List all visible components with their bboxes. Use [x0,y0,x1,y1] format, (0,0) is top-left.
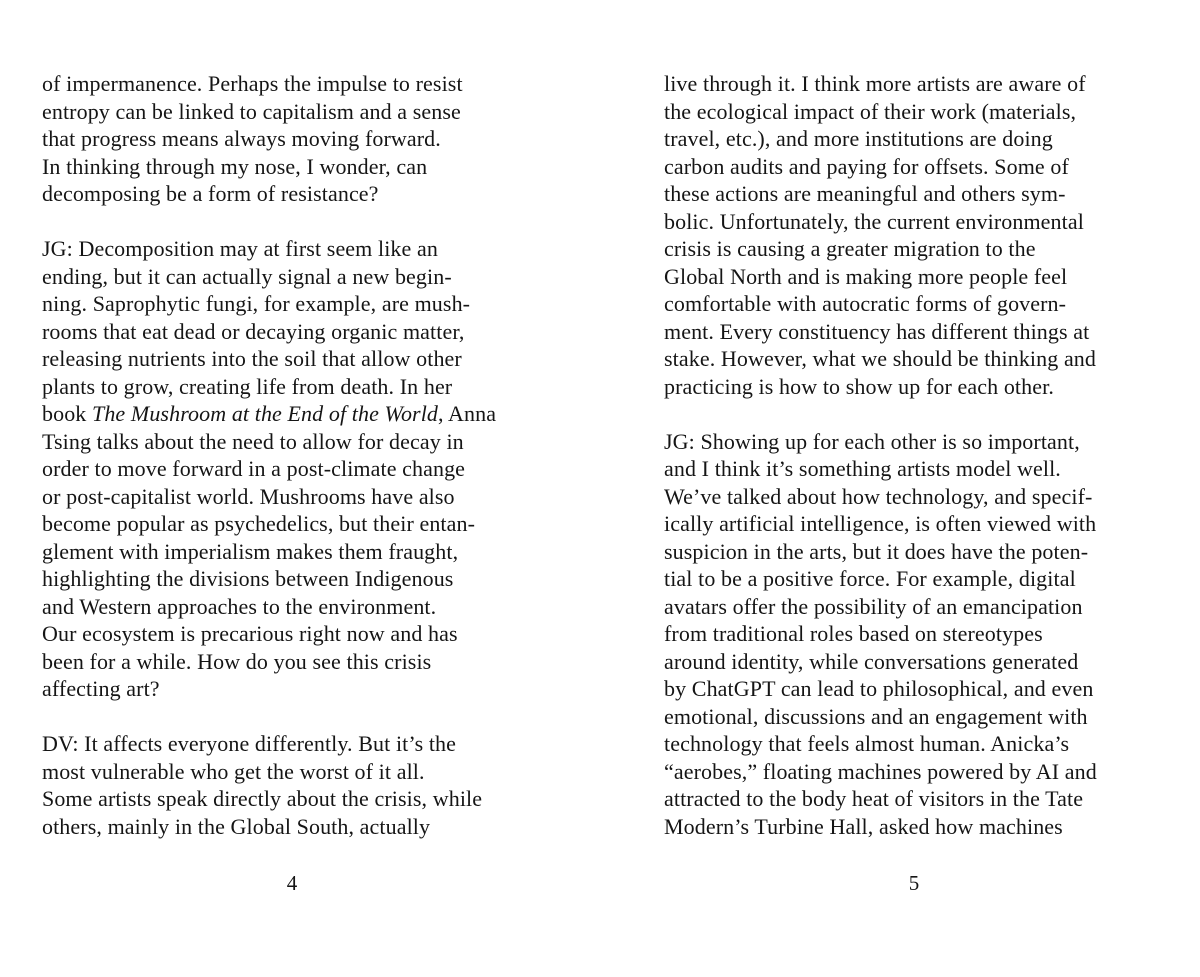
text-line: plants to grow, creating life from death. In her [42,373,453,399]
text-line: and Western approaches to the environment. [42,593,437,619]
text-line: the ecological impact of their work (materials, [664,98,1077,124]
paragraph [42,730,542,840]
text-line: DV: It affects everyone differently. But it’s the [42,731,457,756]
text-line: most vulnerable who get the worst of it all. [42,758,425,784]
page-right [664,70,1164,930]
text-line: carbon audits and paying for offsets. Some of [664,153,1069,179]
text-line: Our ecosystem is precarious right now and has [42,621,458,646]
text-line: book [42,401,92,426]
text-line: by ChatGPT can lead to philosophical, and even [664,676,1094,701]
text-line: “aerobes,” floating machines powered by AI and [664,758,1097,784]
paragraph [42,235,542,703]
text-line: attracted to the body heat of visitors in the Tate [664,786,1084,811]
text-line: glement with imperialism makes them fraught, [42,538,459,564]
text-line: Modern’s Turbine Hall, asked how machines [664,813,1063,839]
text-line: ically artificial intelligence, is often viewed with [664,511,1097,536]
text-line: tial to be a positive force. For example, digital [664,566,1076,591]
text-line: ning. Saprophytic fungi, for example, are mush- [42,291,471,316]
text-line: emotional, discussions and an engagement with [664,703,1088,729]
paragraph [664,70,1164,400]
text-line: entropy can be linked to capitalism and a sense [42,98,461,124]
text-line: practicing is how to show up for each other. [664,373,1054,399]
text-line: We’ve talked about how technology, and specif- [664,483,1093,509]
page-number: 5 [908,871,920,895]
text-line: of impermanence. Perhaps the impulse to resist [42,71,463,96]
text-line: Some artists speak directly about the crisis, while [42,786,483,811]
text-line: suspicion in the arts, but it does have the poten- [664,538,1089,564]
text-line: or post-capitalist world. Mushrooms have also [42,483,455,509]
text-line: technology that feels almost human. Anicka’s [664,731,1070,756]
text-line: been for a while. How do you see this crisis [42,648,432,674]
page-left [42,70,542,930]
text-line: ending, but it can actually signal a new begin- [42,263,452,289]
text-line: these actions are meaningful and others sym- [664,181,1066,206]
text-line: rooms that eat dead or decaying organic matter, [42,318,465,344]
text-line: In thinking through my nose, I wonder, can [42,153,428,179]
text-line: JG: Showing up for each other is so important, [664,428,1080,454]
text-line: others, mainly in the Global South, actually [42,813,431,839]
text-line: travel, etc.), and more institutions are doing [664,126,1053,151]
text-line: , Anna [438,401,497,426]
text-line: JG: Decomposition may at first seem like an [42,236,438,261]
text-line: affecting art? [42,676,160,701]
paragraph [42,70,542,208]
text-line: crisis is causing a greater migration to the [664,236,1036,261]
text-line: decomposing be a form of resistance? [42,181,379,206]
text-line: from traditional roles based on stereotypes [664,621,1043,646]
text-line: stake. However, what we should be thinking and [664,346,1097,371]
text-line: live through it. I think more artists are aware of [664,71,1086,96]
book-title-italic: The Mushroom at the End of the World [92,401,439,426]
text-line: around identity, while conversations generated [664,648,1079,674]
page-number: 4 [286,871,298,895]
text-line: comfortable with autocratic forms of govern- [664,291,1067,316]
text-line: become popular as psychedelics, but their entan- [42,511,476,536]
text-line: bolic. Unfortunately, the current environmental [664,208,1084,234]
text-line: order to move forward in a post-climate change [42,456,466,481]
text-line: that progress means always moving forward. [42,126,441,151]
text-line: Tsing talks about the need to allow for decay in [42,428,464,454]
page-text [664,70,1164,840]
page-text [42,70,542,840]
text-line: and I think it’s something artists model well. [664,456,1061,481]
text-line: ment. Every constituency has different things at [664,318,1090,344]
text-line: highlighting the divisions between Indigenous [42,566,454,591]
text-line: Global North and is making more people feel [664,263,1068,289]
text-line: releasing nutrients into the soil that allow other [42,346,462,371]
text-line: avatars offer the possibility of an emancipation [664,593,1083,619]
paragraph [664,428,1164,841]
